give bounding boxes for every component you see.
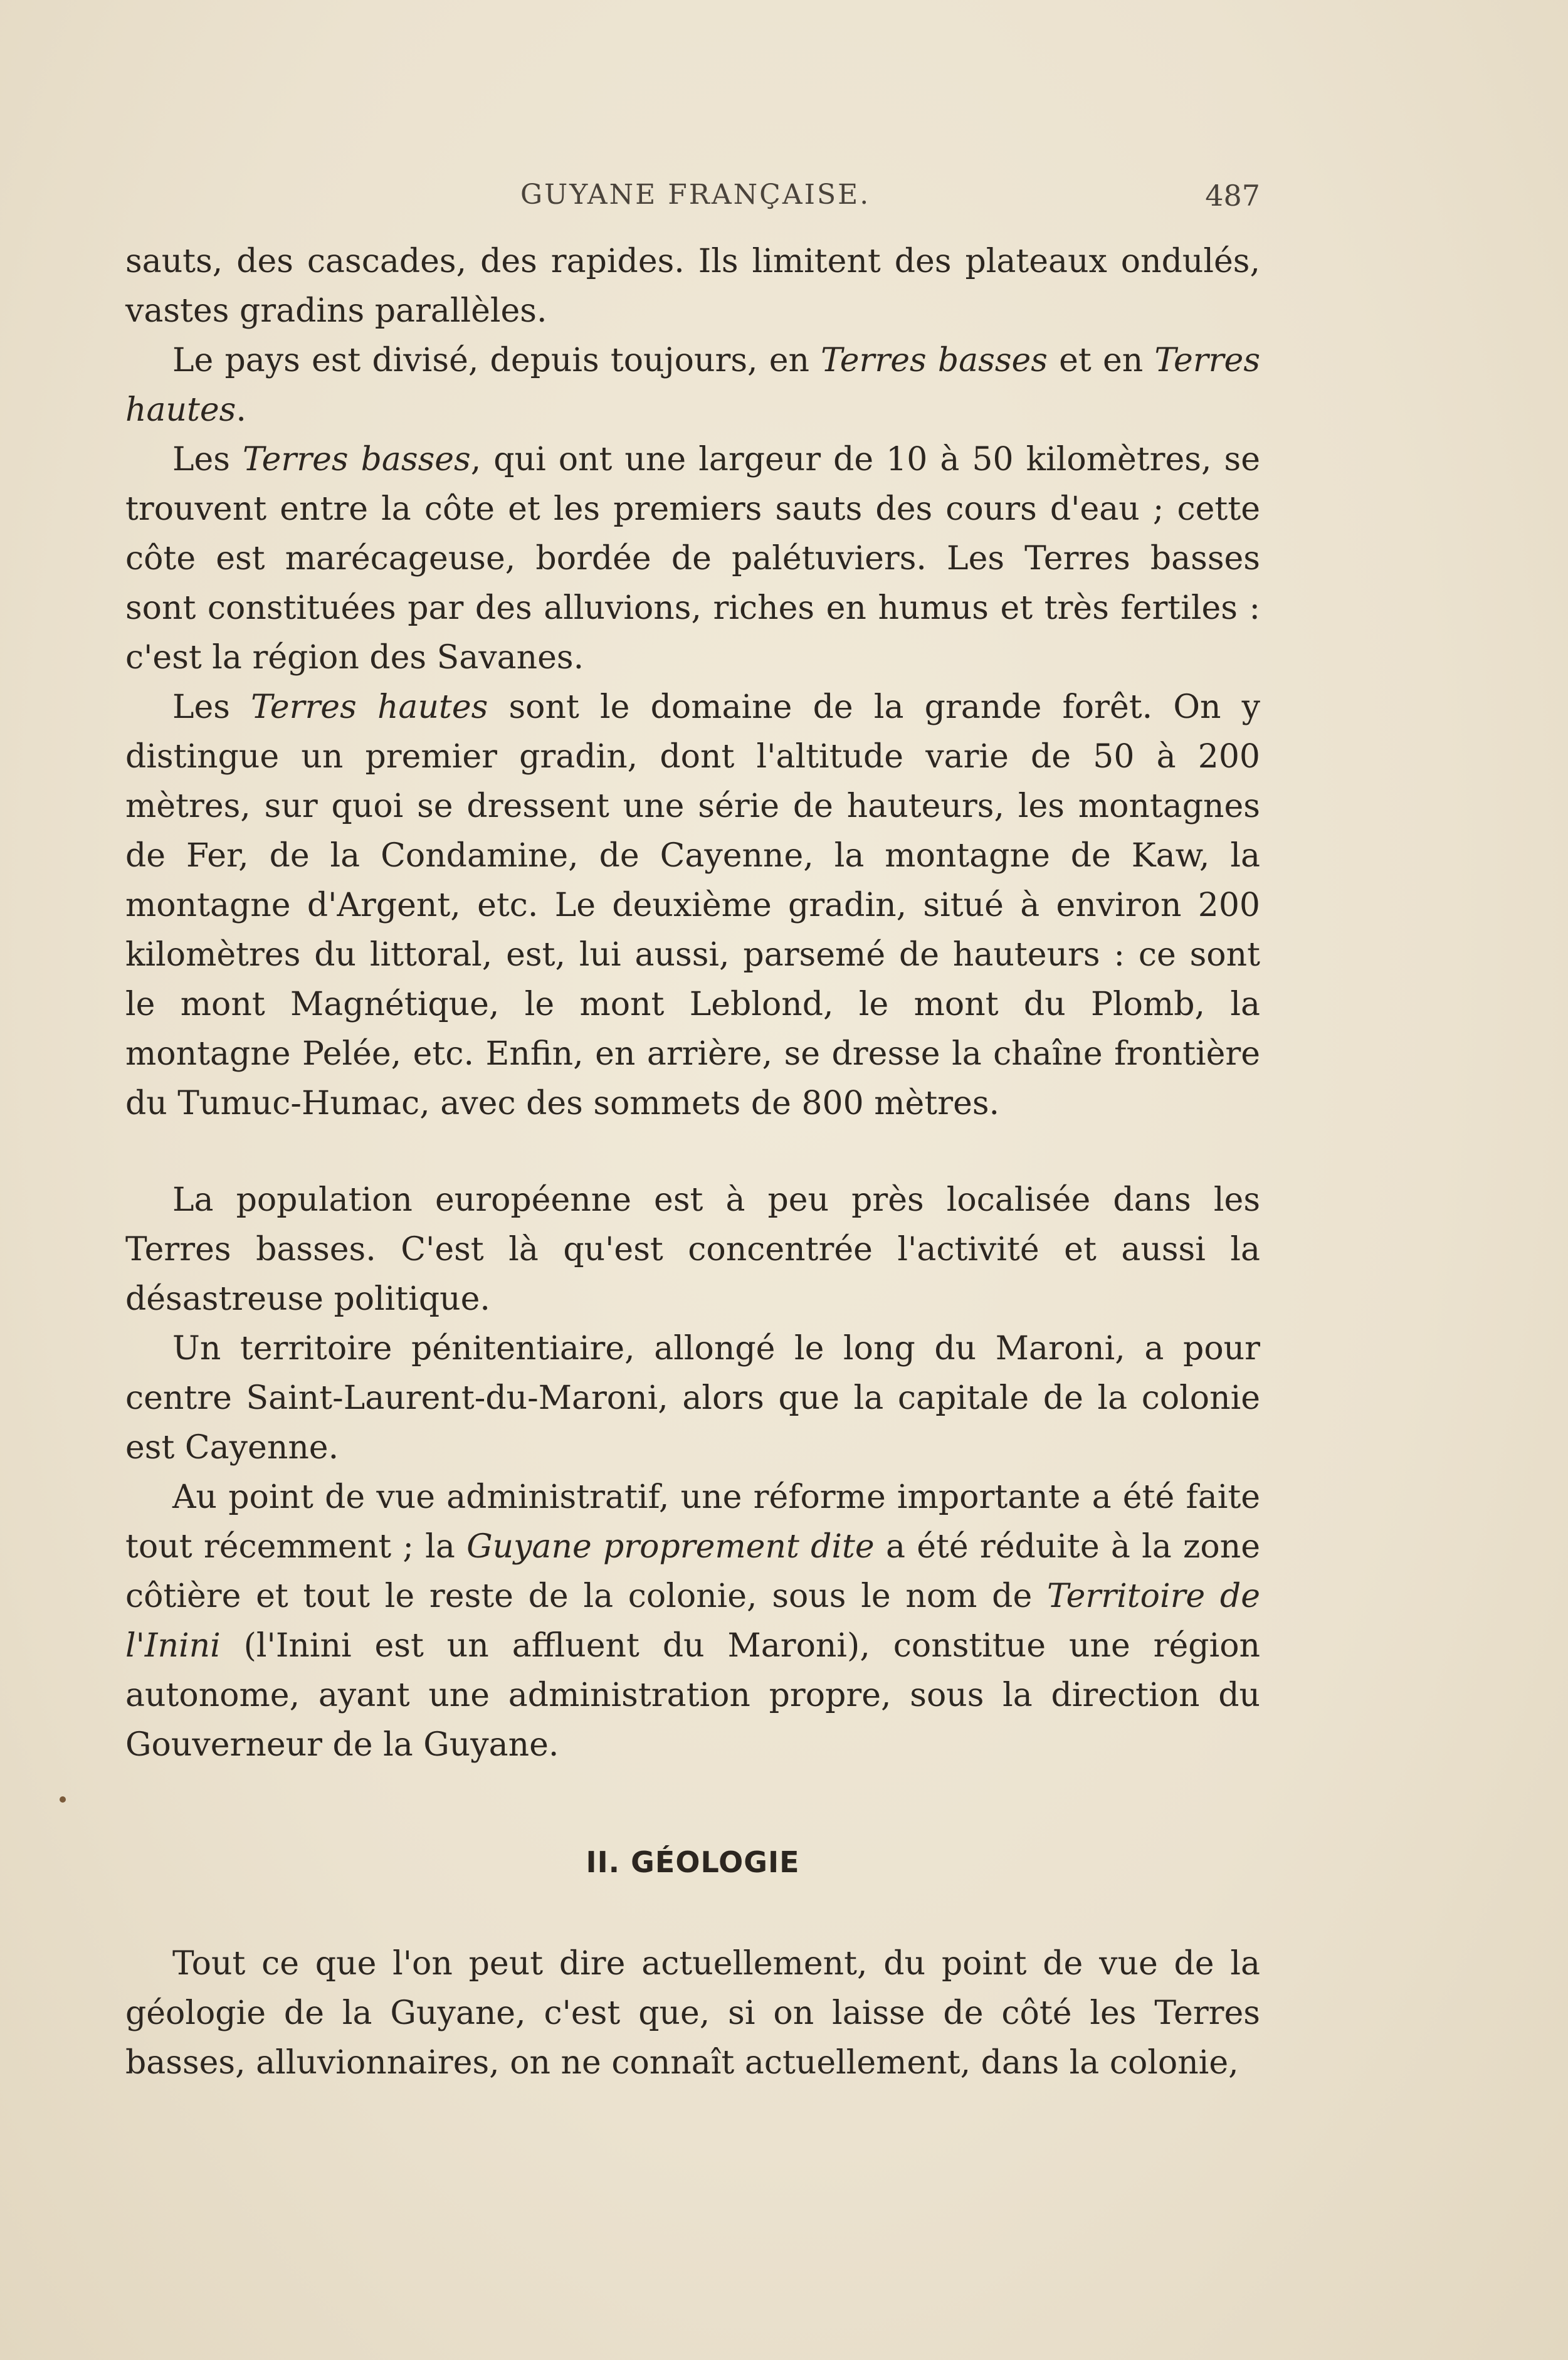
italic-term: Terres basses [821, 342, 1048, 379]
running-title: GUYANE FRANÇAISE. [520, 179, 871, 211]
text-run: a été réduite à la zone côtière et tout le reste de la colonie, sous le nom de [125, 1528, 1261, 1615]
italic-term: Guyane proprement dite [466, 1528, 875, 1566]
section-heading: II. GÉOLOGIE [586, 1845, 800, 1879]
text-run: (l'Inini est un affluent du Maroni), constitue une région autonome, ayant une administration propre, sous la direction du Gouverneur de la Guyane. [125, 1627, 1260, 1764]
text-run: Les [172, 688, 251, 726]
text-run: Un territoire pénitentiaire, allongé le long du Maroni, a pour centre Saint-Laurent-du-Maroni, alors que la capitale de la colonie est Cayenne. [125, 1330, 1260, 1467]
paragraph [125, 1324, 1260, 1473]
text-run: Les [172, 441, 243, 478]
body-text [125, 237, 1260, 2088]
paragraph [125, 1939, 1260, 2088]
paragraph-gap [125, 1129, 1260, 1176]
running-header [125, 179, 1260, 223]
text-run: Tout ce que l'on peut dire actuellement, du point de vue de la géologie de la Guyane, c'est que, si on laisse de côté les Terres basses, alluvionnaires, on ne connaît actuellement, dans la colonie, [125, 1945, 1260, 2082]
text-run: La population européenne est à peu près localisée dans les Terres basses. C'est là qu'est concentrée l'activité et aussi la désastreuse politique. [125, 1181, 1260, 1318]
italic-term: Terres basses [243, 441, 471, 478]
paragraph [125, 237, 1260, 336]
text-run: . [236, 391, 246, 429]
paragraph [125, 435, 1260, 683]
italic-term: Territoire de l'Inini [125, 1578, 1260, 1665]
paragraph [125, 683, 1260, 1129]
text-run: sauts, des cascades, des rapides. Ils limitent des plateaux ondulés, vastes gradins parallèles. [125, 243, 1260, 330]
text-run: , qui ont une largeur de 10 à 50 kilomètres, se trouvent entre la côte et les premiers sauts des cours d'eau ; cette côte est marécageuse, bordée de palétuviers. Les Terres basses sont constituées par des alluvions, riches en humus et très fertiles : c'est la région des Savanes. [125, 441, 1260, 677]
text-run: et en [1048, 342, 1155, 379]
text-run: Au point de vue administratif, une réforme importante a été faite tout récemment ; la [125, 1478, 1260, 1566]
paragraph [125, 1473, 1260, 1770]
italic-term: Terres hautes [251, 688, 488, 726]
paragraph [125, 336, 1260, 435]
page-number: 487 [1205, 179, 1260, 213]
italic-term: Terres hautes [125, 342, 1260, 429]
text-run: sont le domaine de la grande forêt. On y distingue un premier gradin, dont l'altitude varie de 50 à 200 mètres, sur quoi se dressent une série de hauteurs, les montagnes de Fer, de la Condamine, de Cayenne, la montagne de Kaw, la montagne d'Argent, etc. Le deuxième gradin, situé à environ 200 kilomètres du littoral, est, lui aussi, parsemé de hauteurs : ce sont le mont Magnétique, le mont Leblond, le mont du Plomb, la montagne Pelée, etc. Enfin, en arrière, se dresse la chaîne frontière du Tumuc-Humac, avec des sommets de 800 mètres. [125, 688, 1260, 1122]
paper-speck [60, 1796, 66, 1803]
paragraph [125, 1176, 1260, 1324]
text-run: Le pays est divisé, depuis toujours, en [172, 342, 821, 379]
